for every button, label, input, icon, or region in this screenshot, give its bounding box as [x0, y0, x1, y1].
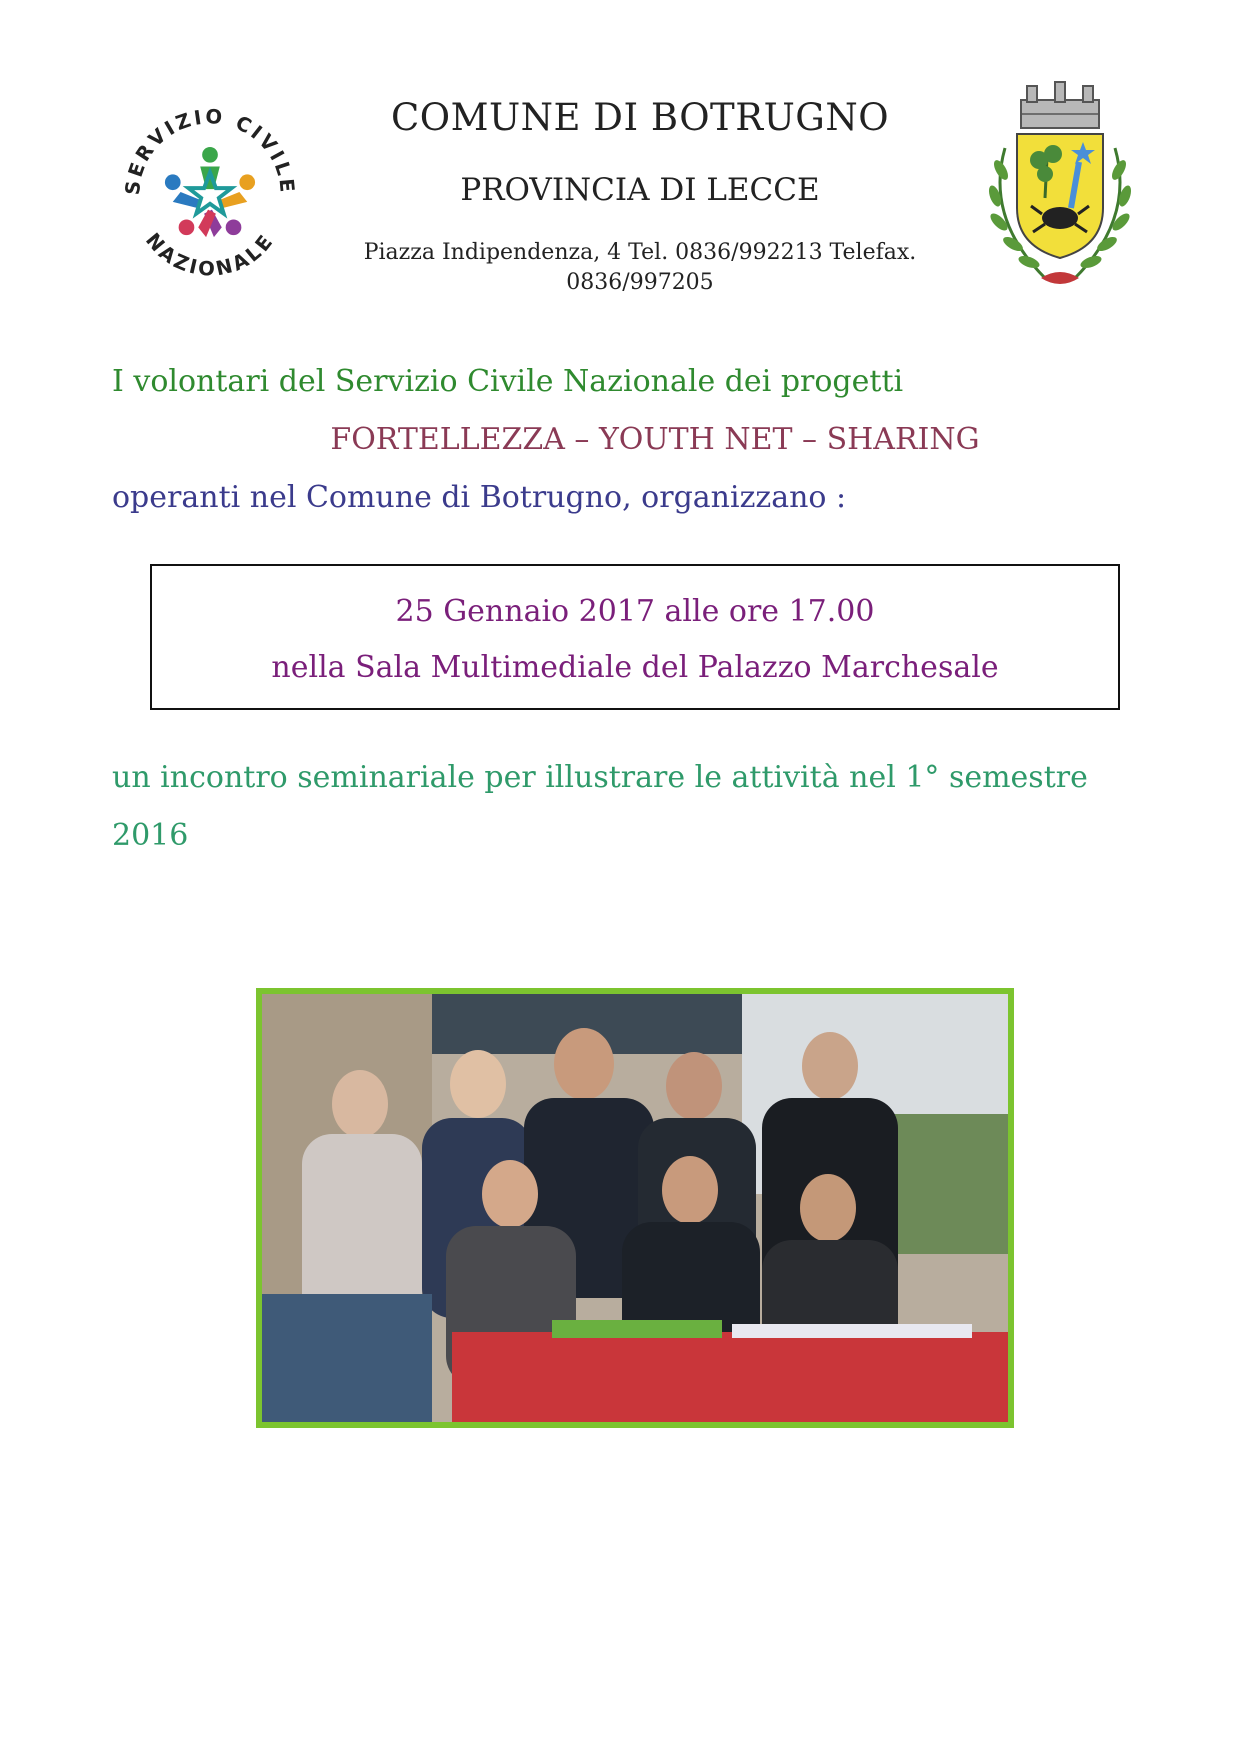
event-place: nella Sala Multimediale del Palazzo Marchesale: [271, 650, 999, 685]
group-photo: [256, 988, 1014, 1428]
town-title: COMUNE DI BOTRUGNO: [390, 96, 890, 139]
projects-text: FORTELLEZZA – YOUTH NET – SHARING: [330, 422, 980, 457]
projects-line: [112, 422, 1128, 457]
organizers-line: operanti nel Comune di Botrugno, organizzano :: [112, 480, 847, 515]
svg-text:NAZIONALE: NAZIONALE: [141, 228, 279, 281]
address-line: Piazza Indipendenza, 4 Tel. 0836/992213 Telefax.: [363, 240, 917, 265]
seminar-year: 2016: [112, 818, 189, 853]
svg-text:SERVIZIO CIVILE: SERVIZIO CIVILE: [121, 104, 299, 197]
event-date: 25 Gennaio 2017 alle ore 17.00: [395, 594, 875, 629]
intro-line: I volontari del Servizio Civile Nazionale dei progetti: [112, 364, 904, 399]
servizio-civile-logo: [112, 96, 308, 292]
event-box: [150, 564, 1120, 710]
coat-of-arms: [975, 78, 1145, 300]
province-title: PROVINCIA DI LECCE: [460, 172, 820, 208]
group-photo-image: [262, 994, 1008, 1422]
fax-line: 0836/997205: [566, 270, 714, 295]
seminar-line: un incontro seminariale per illustrare le attività nel 1° semestre: [112, 760, 1088, 795]
